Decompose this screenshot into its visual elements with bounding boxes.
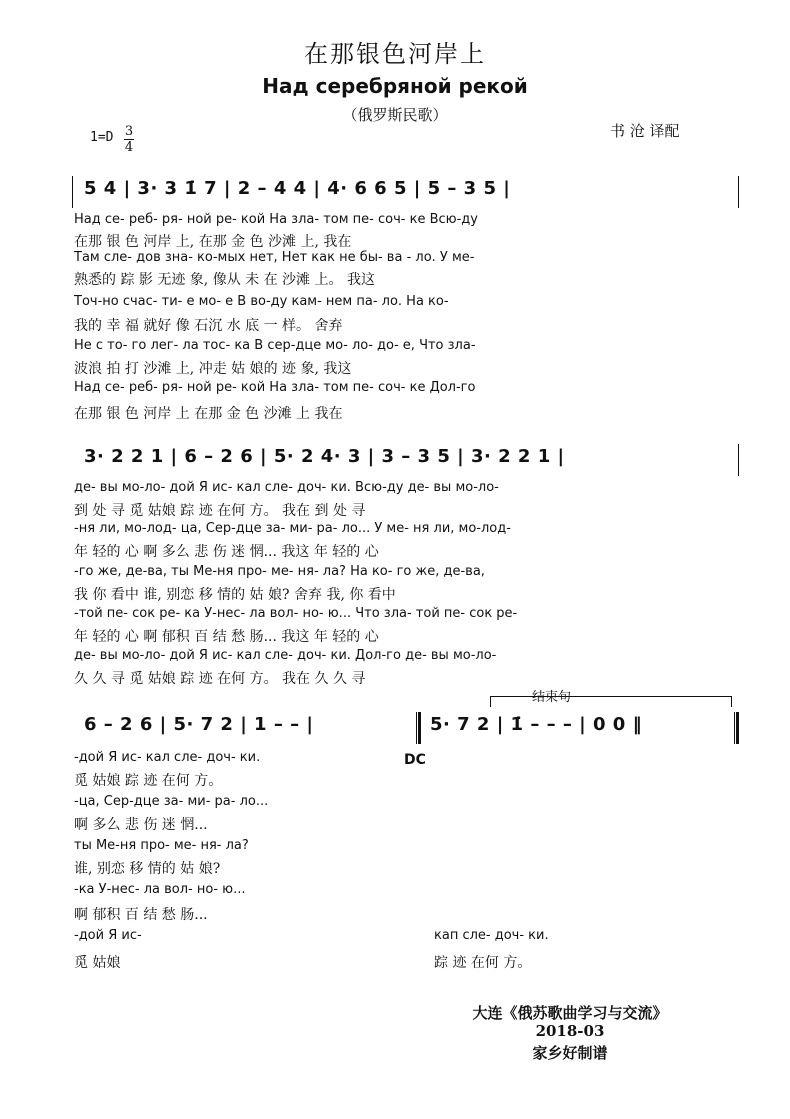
bar-line xyxy=(738,444,739,476)
lyric-line: 年 轻的 心 啊 郁积 百 结 愁 肠... 我这 年 轻的 心 xyxy=(74,629,379,645)
lyric-line: 波浪 拍 打 沙滩 上, 冲走 姑 娘的 迹 象, 我这 xyxy=(74,361,352,377)
lyric-line: 在那 银 色 河岸 上, 在那 金 色 沙滩 上, 我在 xyxy=(74,234,352,250)
lyric-line: 在那 银 色 河岸 上 在那 金 色 沙滩 上 我在 xyxy=(74,406,343,422)
lyric-line: 熟悉的 踪 影 无迹 象, 像从 未 在 沙滩 上。 我这 xyxy=(74,272,375,288)
footer-date: 2018-03 xyxy=(535,1022,605,1040)
lyric-line: -дой Я ис- xyxy=(74,928,142,943)
lyric-line: -ня ли, мо-лод- ца, Сер-дце за- ми- ра- ло... У ме- ня ли, мо-лод- xyxy=(74,521,511,536)
lyric-line: 踪 迹 在何 方。 xyxy=(434,955,532,971)
song-title-russian: Над серебряной рекой xyxy=(262,74,528,98)
lyric-line: 我的 幸 福 就好 像 石沉 水 底 一 样。 舍弃 xyxy=(74,318,343,334)
bar-line xyxy=(72,176,73,208)
lyric-line: Там сле- дов зна- ко-мых нет, Нет как не бы- ва - ло. У ме- xyxy=(74,250,475,265)
lyric-line: -той пе- сок ре- ка У-нес- ла вол- но- ю... Что зла- той пе- сок ре- xyxy=(74,606,518,621)
ending-label: 结束句 xyxy=(532,690,572,705)
lyric-line: 觅 姑娘 踪 迹 在何 方。 xyxy=(74,773,223,789)
lyric-line: -ка У-нес- ла вол- но- ю... xyxy=(74,882,246,897)
footer-source: 大连《俄苏歌曲学习与交流》 xyxy=(472,1004,668,1022)
lyric-line: 年 轻的 心 啊 多么 悲 伤 迷 惘... 我这 年 轻的 心 xyxy=(74,544,379,560)
time-signature-bottom: 4 xyxy=(124,140,134,155)
key-signature: 1=D xyxy=(90,130,114,145)
lyric-line: Над се- реб- ря- ной ре- кой На зла- том пе- соч- ке Дол-го xyxy=(74,380,476,395)
ending-bracket xyxy=(490,696,732,707)
lyric-line: -го же, де-ва, ты Ме-ня про- ме- ня- ла? На ко- го же, де-ва, xyxy=(74,564,485,579)
lyric-line: Не с то- го лег- ла тос- ка В сер-дце мо- ло- до- е, Что зла- xyxy=(74,338,476,353)
song-title-chinese: 在那银色河岸上 xyxy=(304,40,486,68)
notation-line: 5 4 | 3· 3 1̇ 7 | 2 – 4 4 | 4· 6 6 5 | 5 – 3 5 | xyxy=(84,178,511,199)
lyric-line: 啊 多么 悲 伤 迷 惘... xyxy=(74,817,208,833)
time-signature xyxy=(124,124,134,155)
lyric-line: -дой Я ис- кал сле- доч- ки. xyxy=(74,750,261,765)
final-bar-line xyxy=(734,712,739,744)
lyric-line: 谁, 别恋 移 情的 姑 娘? xyxy=(74,861,221,877)
lyric-line: Над се- реб- ря- ной ре- кой На зла- том пе- соч- ке Всю-ду xyxy=(74,212,478,227)
translator-credit: 书 沧 译配 xyxy=(610,122,680,140)
footer-credit: 家乡好制谱 xyxy=(532,1044,608,1062)
lyric-line: де- вы мо-ло- дой Я ис- кал сле- доч- ки. Всю-ду де- вы мо-ло- xyxy=(74,480,499,495)
lyric-line: 久 久 寻 觅 姑娘 踪 迹 在何 方。 我在 久 久 寻 xyxy=(74,671,366,687)
lyric-line: 我 你 看中 谁, 别恋 移 情的 姑 娘? 舍弃 我, 你 看中 xyxy=(74,587,396,603)
da-capo-mark: DC xyxy=(404,752,426,768)
lyric-line: де- вы мо-ло- дой Я ис- кал сле- доч- ки. Дол-го де- вы мо-ло- xyxy=(74,648,497,663)
lyric-line: 到 处 寻 觅 姑娘 踪 迹 在何 方。 我在 到 处 寻 xyxy=(74,503,366,519)
lyric-line: Точ-но счас- ти- е мо- е В во-ду кам- нем па- ло. На ко- xyxy=(74,294,449,309)
bar-line xyxy=(738,176,739,208)
lyric-line: ты Ме-ня про- ме- ня- ла? xyxy=(74,838,249,853)
song-subtitle: （俄罗斯民歌） xyxy=(342,106,448,124)
notation-line: 3· 2 2 1 | 6 – 2 6 | 5· 2 4· 3 | 3 – 3 5 | 3· 2 2 1 | xyxy=(84,446,565,467)
lyric-line: 觅 姑娘 xyxy=(74,955,121,971)
notation-line: 6 – 2 6 | 5· 7 2 | 1 – – | xyxy=(84,714,314,735)
lyric-line: 啊 郁积 百 结 愁 肠... xyxy=(74,907,208,923)
time-signature-top: 3 xyxy=(124,124,134,139)
lyric-line: кап сле- доч- ки. xyxy=(434,928,549,943)
bar-line xyxy=(416,712,421,744)
notation-line-ending: 5· 7 2 | 1̇ – – – | 0 0 ‖ xyxy=(430,714,643,735)
lyric-line: -ца, Сер-дце за- ми- ра- ло... xyxy=(74,794,269,809)
